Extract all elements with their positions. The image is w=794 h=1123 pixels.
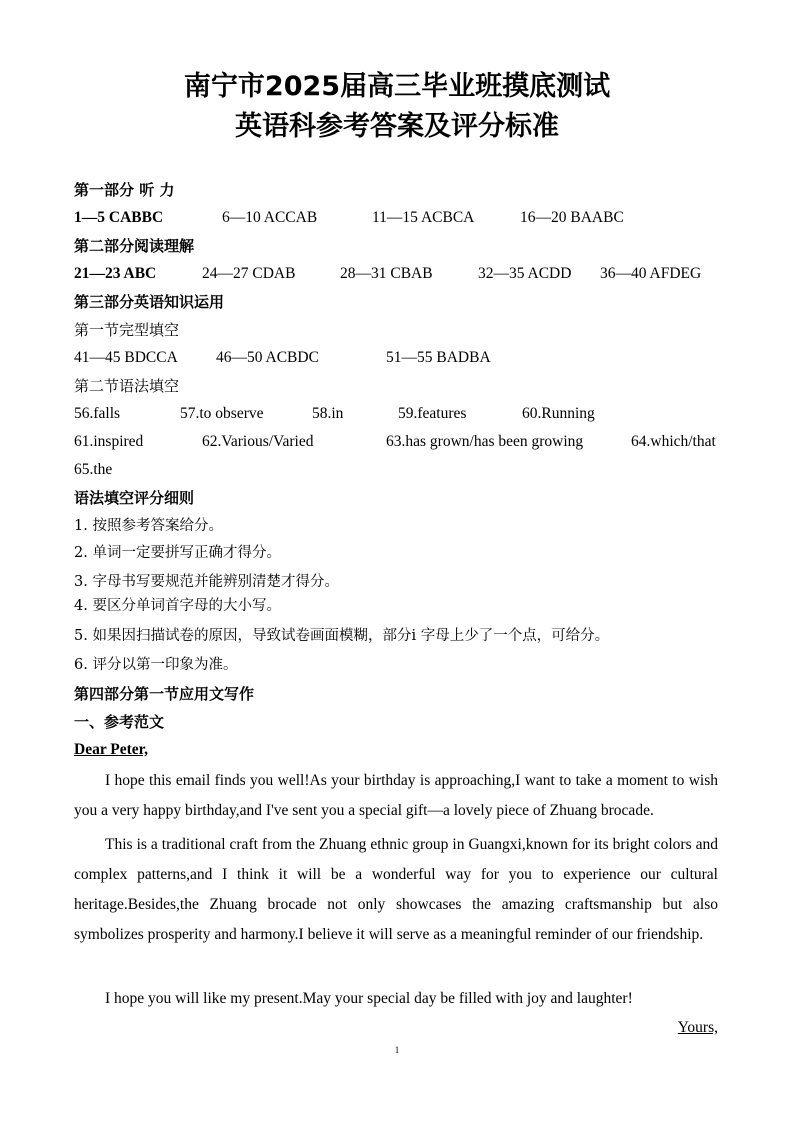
answer-group: 32—35 ACDD (478, 265, 572, 282)
rule-item: 5. 如果因扫描试卷的原因，导致试卷画面模糊，部分i 字母上少了一个点，可给分。 (74, 628, 610, 644)
part1-heading: 第一部分 听 力 (74, 181, 175, 199)
answer-group: 16—20 BAABC (520, 209, 624, 226)
section2-answers-row-1 (0, 404, 794, 424)
answer-item: 57.to observe (180, 405, 264, 422)
rules-heading: 语法填空评分细则 (74, 489, 195, 507)
rule-item: 2. 单词一定要拼写正确才得分。 (74, 545, 281, 561)
answer-item: 61.inspired (74, 433, 144, 450)
section1-answers-row (0, 348, 794, 368)
letter-paragraph: I hope this email finds you well!As your birthday is approaching,I want to take a moment to wish you a very happy birthday,and I've sent you a special gift—a lovely piece of Zhuang brocade. (74, 772, 718, 819)
answer-item: 64.which/that (631, 433, 716, 450)
answer-group: 41—45 BDCCA (74, 349, 178, 366)
rule-item: 1. 按照参考答案给分。 (74, 518, 223, 534)
rule-item: 4. 要区分单词首字母的大小写。 (74, 598, 281, 614)
section1-title: 第一节完型填空 (74, 321, 180, 339)
answer-item: 58.in (312, 405, 344, 422)
rule-item: 3. 字母书写要规范并能辨别清楚才得分。 (74, 574, 339, 590)
page-subtitle: 英语科参考答案及评分标准 (235, 111, 559, 142)
page-number: 1 (394, 1045, 400, 1055)
section2-answers-row-2 (0, 432, 794, 452)
section2-answers-row-3 (0, 460, 794, 480)
rule-item: 6. 评分以第一印象为准。 (74, 657, 238, 673)
part4-heading: 第四部分第一节应用文写作 (74, 685, 255, 703)
part1-answers-row (0, 208, 794, 228)
answer-item: 63.has grown/has been growing (386, 433, 584, 450)
page-title: 南宁市2025届高三毕业班摸底测试 (183, 71, 611, 102)
answer-group: 6—10 ACCAB (222, 209, 318, 226)
answer-group: 1—5 CABBC (74, 209, 164, 226)
letter-paragraph: This is a traditional craft from the Zhuang ethnic group in Guangxi,known for its bright colors and complex patterns,and I think it will be a wonderful way for you to experience our cultural heritage.Besides,the Zhuang brocade not only showcases the amazing craftsmanship but also symbolizes prosperity and harmony.I believe it will serve as a meaningful reminder of our friendship. (74, 836, 718, 943)
answer-item: 62.Various/Varied (202, 433, 314, 450)
letter-salutation: Dear Peter, (74, 741, 149, 758)
answer-item: 59.features (398, 405, 467, 422)
letter-closing: Yours, (677, 1019, 718, 1036)
part2-heading: 第二部分阅读理解 (74, 237, 195, 255)
answer-group: 28—31 CBAB (340, 265, 433, 282)
section2-title: 第二节语法填空 (74, 377, 180, 395)
model-essay-subheading: 一、参考范文 (74, 713, 165, 731)
answer-item: 60.Running (522, 405, 595, 422)
part3-heading: 第三部分英语知识运用 (74, 293, 225, 311)
answer-item: 56.falls (74, 405, 121, 422)
answer-group: 11—15 ACBCA (372, 209, 475, 226)
answer-group: 46—50 ACBDC (216, 349, 319, 366)
answer-group: 36—40 AFDEG (600, 265, 702, 282)
answer-group: 51—55 BADBA (386, 349, 491, 366)
part2-answers-row (0, 264, 794, 284)
answer-group: 21—23 ABC (74, 265, 157, 282)
letter-paragraph: I hope you will like my present.May your special day be filled with joy and laughter! (105, 990, 633, 1007)
answer-item: 65.the (74, 461, 113, 478)
answer-group: 24—27 CDAB (202, 265, 296, 282)
